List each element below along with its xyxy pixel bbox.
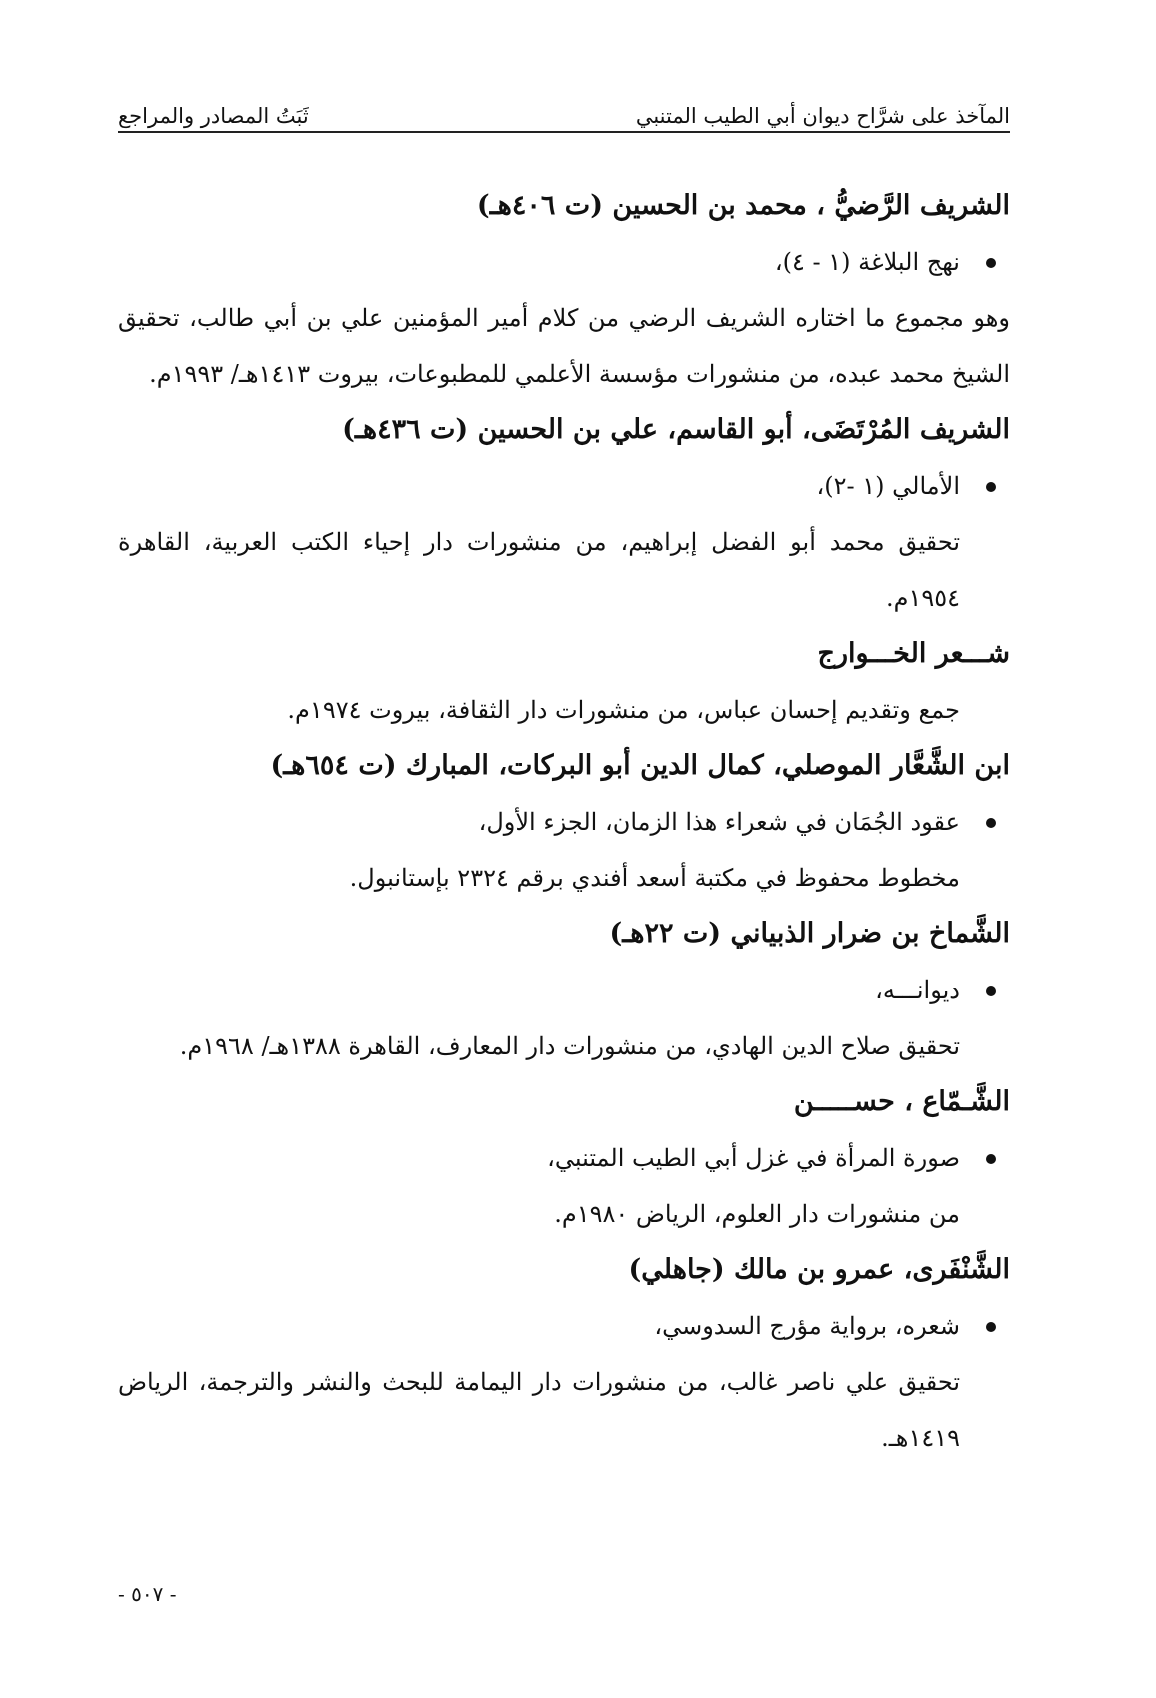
entry-details: تحقيق محمد أبو الفضل إبراهيم، من منشورات دار إحياء الكتب العربية، القاهرة ١٩٥٤م. [118,528,960,612]
header-book-title: المآخذ على شرَّاح ديوان أبي الطيب المتنبي [635,104,1010,128]
entry-author: الشَّنْفَرى، عمرو بن مالك (جاهلي) [628,1254,1010,1285]
bullet-icon [986,986,996,996]
entry-details: مخطوط محفوظ في مكتبة أسعد أفندي برقم ٢٣٢٤ بإستانبول. [349,864,960,892]
entry-work-title: ديوانـــه، [118,962,1010,1018]
entry-author: الشريف المُرْتَضَى، أبو القاسم، علي بن الحسين (ت ٤٣٦هـ) [342,414,1010,445]
entry-author: الشَّماخ بن ضرار الذبياني (ت ٢٢هـ) [609,918,1010,949]
entry-author: شـــعر الخـــوارج [817,638,1010,669]
entry-work-title: عقود الجُمَان في شعراء هذا الزمان، الجزء الأول، [118,794,1010,850]
header-divider [118,131,1010,133]
entry-author: ابن الشَّعَّار الموصلي، كمال الدين أبو البركات، المبارك (ت ٦٥٤هـ) [270,750,1010,781]
bibliography-entry [118,1074,1010,1242]
bibliography-entry [118,178,1010,402]
entry-details: من منشورات دار العلوم، الرياض ١٩٨٠م. [554,1200,960,1228]
header-section-title: ثَبَتُ المصادر والمراجع [118,104,309,128]
bullet-icon [986,818,996,828]
entry-details: تحقيق صلاح الدين الهادي، من منشورات دار المعارف، القاهرة ١٣٨٨هـ/ ١٩٦٨م. [179,1032,960,1060]
bullet-icon [986,258,996,268]
page-number: - ٥٠٧ - [118,1582,177,1606]
bibliography-content [118,178,1010,1466]
bullet-icon [986,482,996,492]
bibliography-entry [118,402,1010,626]
bullet-icon [986,1154,996,1164]
bibliography-entry [118,1242,1010,1466]
bibliography-entry [118,906,1010,1074]
entry-work-title: شعره، برواية مؤرج السدوسي، [118,1298,1010,1354]
bibliography-entry [118,626,1010,738]
entry-work-title: نهج البلاغة (١ - ٤)، [118,234,1010,290]
entry-details: تحقيق علي ناصر غالب، من منشورات دار اليمامة للبحث والنشر والترجمة، الرياض ١٤١٩هـ. [118,1368,960,1452]
bullet-icon [986,1322,996,1332]
entry-work-title: صورة المرأة في غزل أبي الطيب المتنبي، [118,1130,1010,1186]
entry-author: الشَّـمّاع ، حســـــن [793,1086,1010,1117]
entry-author: الشريف الرَّضيُّ ، محمد بن الحسين (ت ٤٠٦هـ) [476,190,1010,221]
entry-details: جمع وتقديم إحسان عباس، من منشورات دار الثقافة، بيروت ١٩٧٤م. [287,696,960,724]
entry-work-title: الأمالي (١ -٢)، [118,458,1010,514]
running-header [118,86,1010,128]
bibliography-entry [118,738,1010,906]
entry-details: وهو مجموع ما اختاره الشريف الرضي من كلام أمير المؤمنين علي بن أبي طالب، تحقيق الشيخ محمد عبده، من منشورات مؤسسة الأعلمي للمطبوعات، بيروت ١٤١٣هـ/ ١٩٩٣م. [118,304,1010,388]
